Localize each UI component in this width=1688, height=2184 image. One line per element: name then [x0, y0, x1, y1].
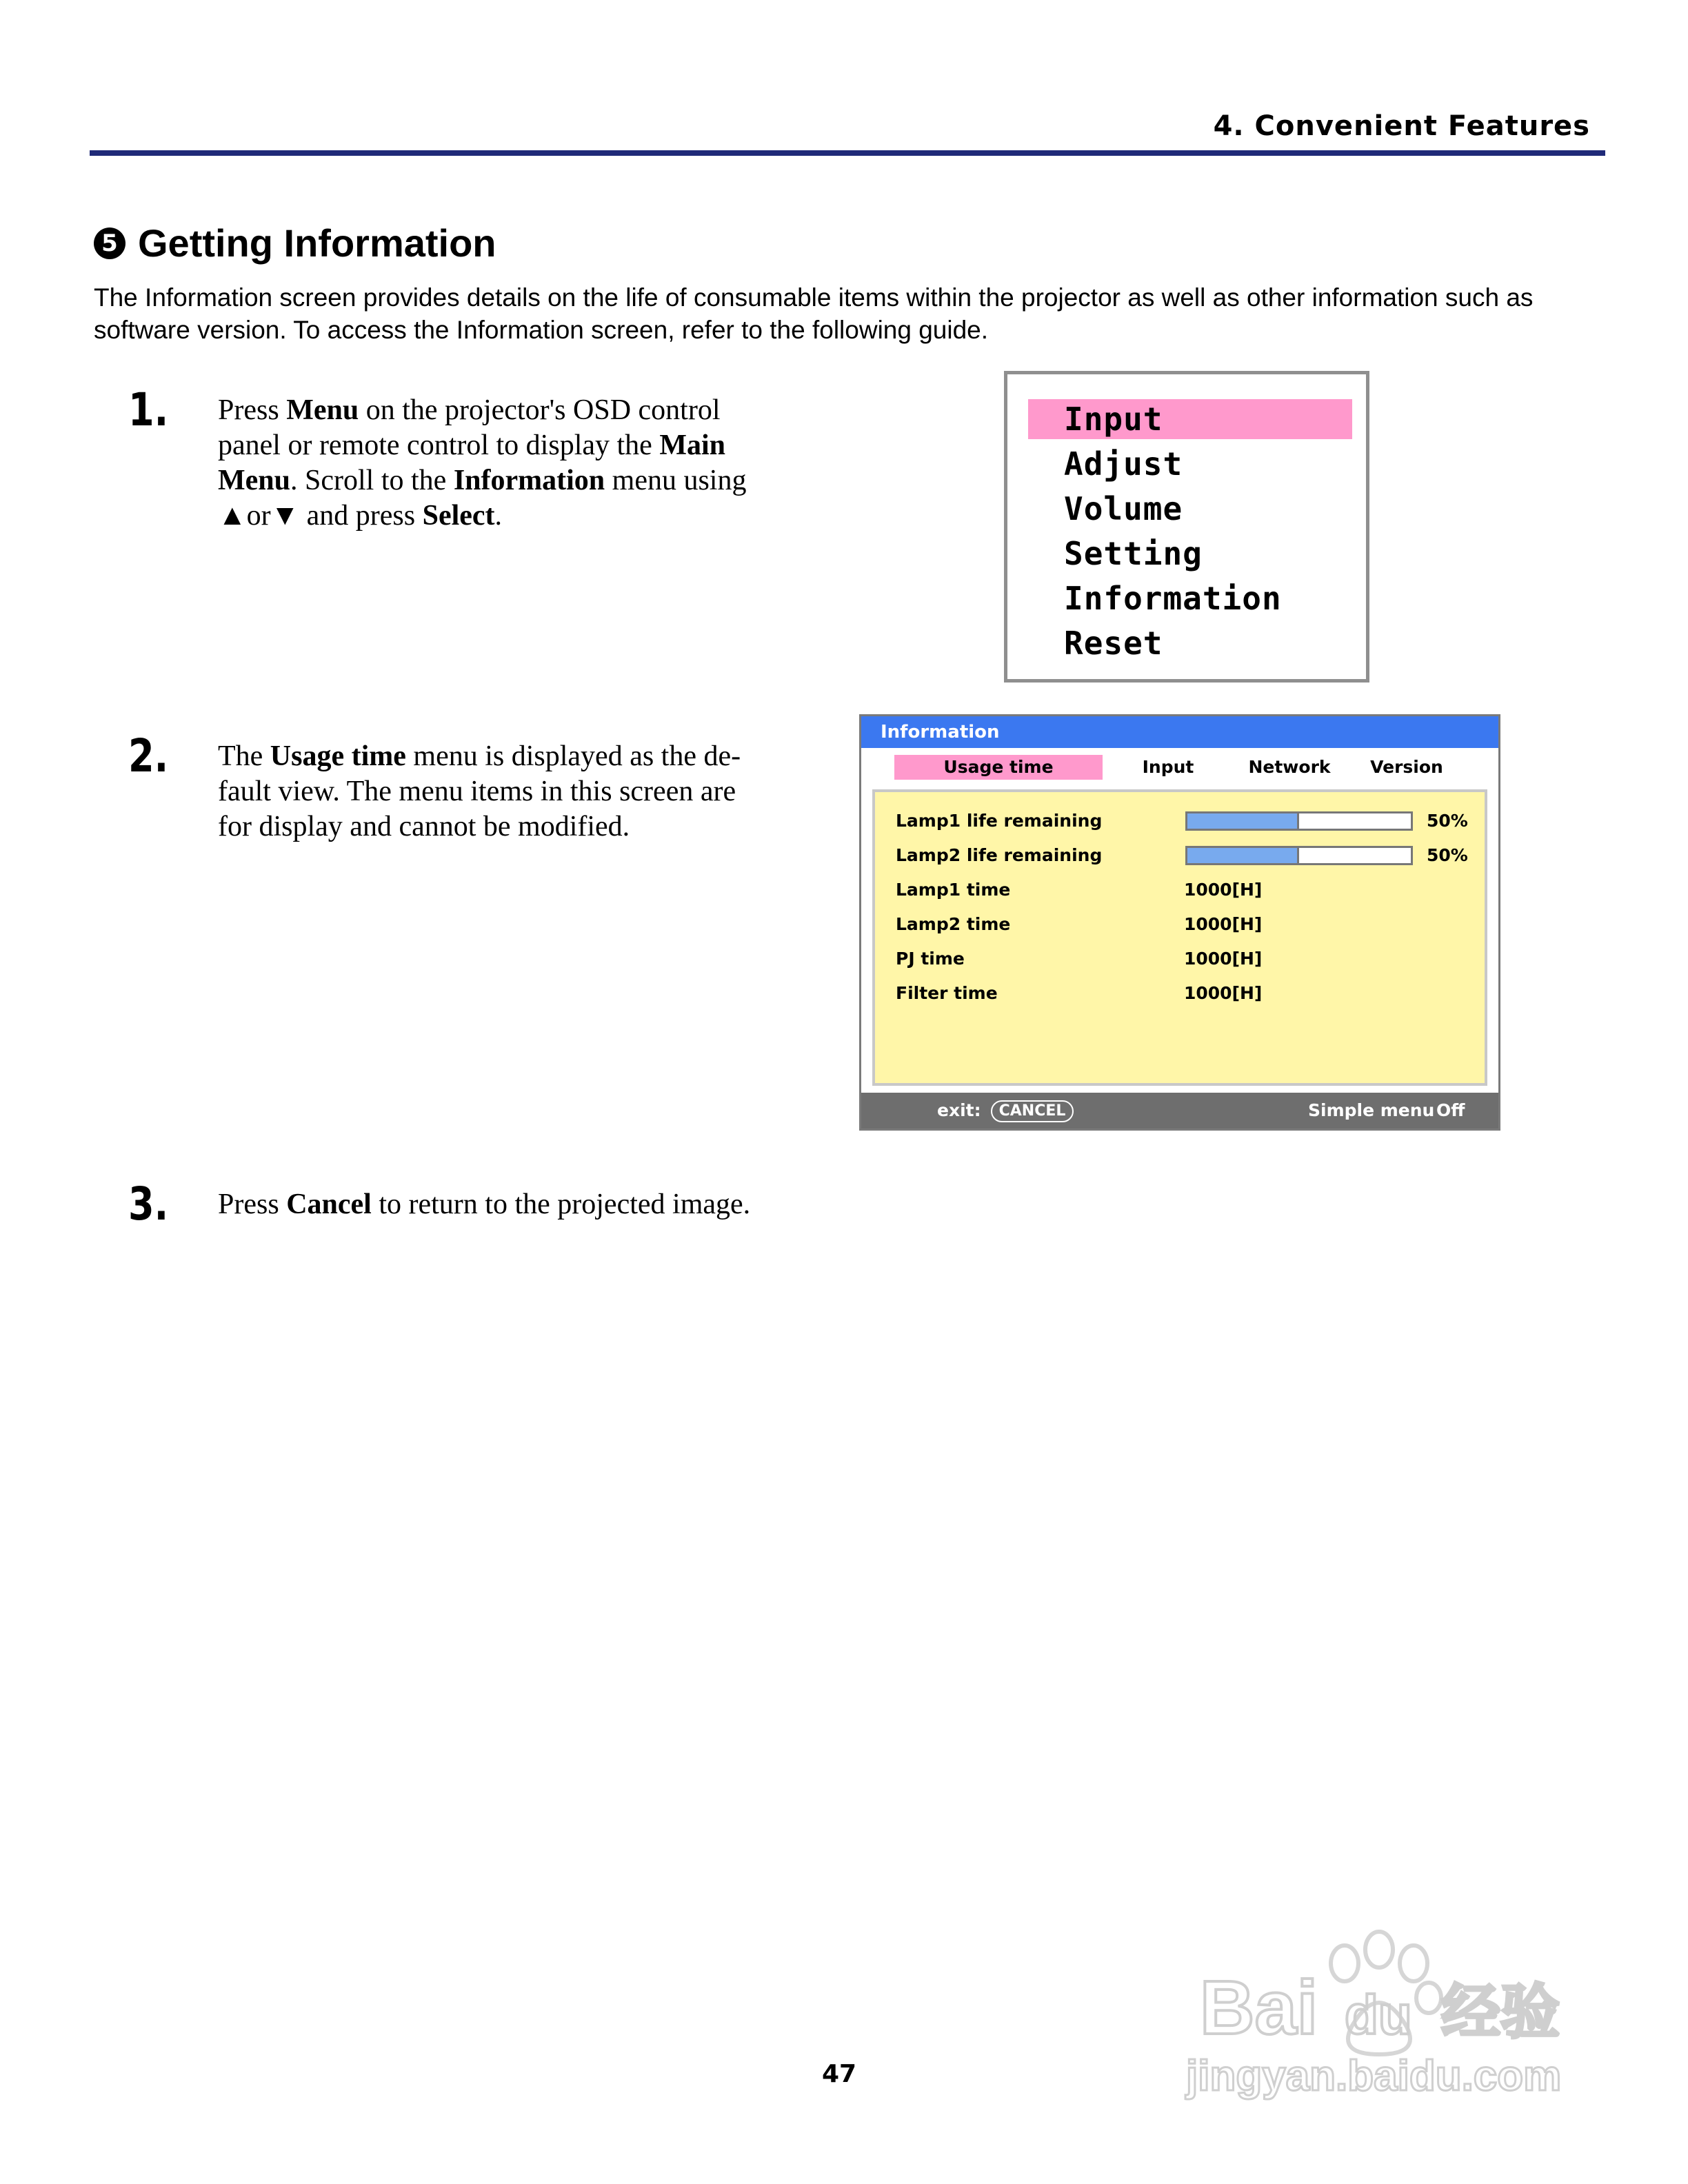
tab-version[interactable]: Version [1370, 757, 1443, 777]
step-1-number: 1. [128, 383, 169, 436]
lamp1-life-bar [1185, 811, 1413, 831]
header-divider [90, 150, 1605, 156]
menu-item-setting[interactable]: Setting [1064, 535, 1203, 572]
lamp1-time-label: Lamp1 time [896, 880, 1011, 900]
menu-item-adjust[interactable]: Adjust [1064, 445, 1183, 483]
svg-text:jingyan.baidu.com: jingyan.baidu.com [1186, 2052, 1562, 2100]
info-tabs [861, 752, 1498, 784]
svg-text:经验: 经验 [1441, 1978, 1560, 2047]
heading-number-badge: 5 [94, 228, 125, 259]
step-3-text: Press Cancel to return to the projected image. [218, 1189, 751, 1220]
menu-item-reset[interactable]: Reset [1064, 625, 1163, 662]
exit-hint: exit: CANCEL [937, 1093, 1074, 1129]
step-2-number: 2. [128, 729, 169, 782]
lamp1-life-bar-fill [1187, 813, 1299, 829]
intro-paragraph: The Information screen provides details on the life of consumable items within the projector as well as other information such as software version. To access the Information screen, refer to the following guide. [94, 283, 1534, 344]
information-osd [859, 714, 1500, 1131]
filter-time-value: 1000[H] [1184, 983, 1263, 1003]
lamp2-life-bar [1185, 846, 1413, 865]
step-1-text: Press Menu on the projector's OSD control panel or remote control to display the Main Menu. Scroll to the Information menu using ▲or▼ and press Select. [218, 394, 747, 532]
lamp1-time-value: 1000[H] [1184, 880, 1263, 900]
svg-text:du: du [1345, 1984, 1412, 2045]
lamp1-life-value: 50% [1427, 811, 1468, 831]
heading-title: Getting Information [138, 221, 496, 265]
info-footer [861, 1093, 1498, 1129]
svg-text:Bai: Bai [1200, 1965, 1318, 2050]
tab-input[interactable]: Input [1142, 757, 1194, 777]
tab-usage-time[interactable]: Usage time [894, 755, 1103, 780]
lamp2-life-value: 50% [1427, 845, 1468, 865]
lamp2-time-label: Lamp2 time [896, 914, 1011, 934]
cancel-button[interactable]: CANCEL [991, 1100, 1074, 1122]
lamp2-life-bar-fill [1187, 848, 1299, 863]
page-heading [94, 221, 496, 265]
tab-network[interactable]: Network [1248, 757, 1331, 777]
menu-item-input[interactable]: Input [1028, 399, 1352, 439]
usage-time-panel [872, 789, 1487, 1086]
info-title-bar: Information [861, 716, 1498, 748]
main-menu-osd [1004, 371, 1369, 682]
lamp2-life-label: Lamp2 life remaining [896, 845, 1103, 865]
step-3-number: 3. [128, 1177, 169, 1231]
page-number: 47 [822, 2060, 857, 2088]
menu-item-volume[interactable]: Volume [1064, 490, 1183, 527]
step-2-text: The Usage time menu is displayed as the de-fault view. The menu items in this screen are for display and cannot be modified. [218, 740, 741, 842]
menu-item-information[interactable]: Information [1064, 580, 1282, 617]
baidu-watermark-logo [1172, 1910, 1586, 2103]
pj-time-value: 1000[H] [1184, 949, 1263, 969]
lamp2-time-value: 1000[H] [1184, 914, 1263, 934]
filter-time-label: Filter time [896, 983, 998, 1003]
section-title: 4. Convenient Features [1213, 110, 1590, 142]
simple-menu-label: Simple menu [1308, 1100, 1435, 1120]
pj-time-label: PJ time [896, 949, 965, 969]
simple-menu-value[interactable]: Off [1436, 1100, 1465, 1120]
lamp1-life-label: Lamp1 life remaining [896, 811, 1103, 831]
